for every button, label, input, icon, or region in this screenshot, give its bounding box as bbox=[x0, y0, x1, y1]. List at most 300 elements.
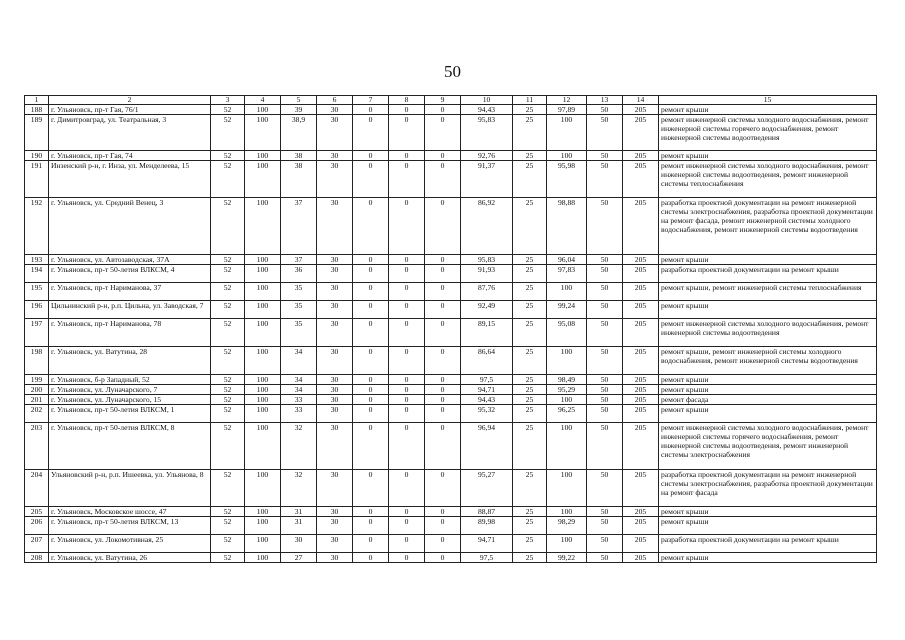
value-cell: 25 bbox=[513, 347, 547, 375]
column-header-14: 14 bbox=[623, 96, 659, 105]
value-cell: 50 bbox=[587, 283, 623, 301]
value-cell: 35 bbox=[281, 301, 317, 319]
value-cell: 50 bbox=[587, 319, 623, 347]
value-cell: 25 bbox=[513, 470, 547, 507]
value-cell: 30 bbox=[317, 395, 353, 405]
address-cell: г. Ульяновск, пр-т 50-летия ВЛКСМ, 8 bbox=[49, 423, 211, 470]
value-cell: 0 bbox=[389, 283, 425, 301]
value-cell: 52 bbox=[211, 115, 245, 151]
work-description-cell: ремонт инженерной системы холодного водоснабжения, ремонт инженерной системы водоотведения bbox=[659, 319, 877, 347]
table-row bbox=[25, 375, 877, 385]
work-description-cell: разработка проектной документации на ремонт инженерной системы электроснабжения, разработка проектной документации на ремонт фасада, ремонт инженерной системы холодного водоснабжения, ремонт инженерной системы водоотведения bbox=[659, 198, 877, 255]
row-number-cell: 200 bbox=[25, 385, 49, 395]
value-cell: 25 bbox=[513, 105, 547, 115]
value-cell: 25 bbox=[513, 255, 547, 265]
value-cell: 0 bbox=[425, 405, 461, 423]
value-cell: 100 bbox=[547, 535, 587, 553]
row-number-cell: 201 bbox=[25, 395, 49, 405]
value-cell: 30 bbox=[317, 105, 353, 115]
value-cell: 100 bbox=[245, 265, 281, 283]
table-row bbox=[25, 395, 877, 405]
value-cell: 35 bbox=[281, 319, 317, 347]
value-cell: 0 bbox=[353, 535, 389, 553]
value-cell: 205 bbox=[623, 423, 659, 470]
table-row bbox=[25, 517, 877, 535]
value-cell: 0 bbox=[353, 319, 389, 347]
row-number-cell: 202 bbox=[25, 405, 49, 423]
value-cell: 0 bbox=[353, 265, 389, 283]
value-cell: 0 bbox=[425, 395, 461, 405]
table-row bbox=[25, 115, 877, 151]
value-cell: 100 bbox=[547, 347, 587, 375]
value-cell: 205 bbox=[623, 553, 659, 563]
value-cell: 89,98 bbox=[461, 517, 513, 535]
value-cell: 25 bbox=[513, 319, 547, 347]
value-cell: 205 bbox=[623, 283, 659, 301]
value-cell: 0 bbox=[425, 105, 461, 115]
value-cell: 100 bbox=[245, 301, 281, 319]
address-cell: г. Ульяновск, б-р Западный, 52 bbox=[49, 375, 211, 385]
row-number-cell: 190 bbox=[25, 151, 49, 161]
value-cell: 30 bbox=[317, 375, 353, 385]
value-cell: 100 bbox=[245, 507, 281, 517]
value-cell: 0 bbox=[353, 283, 389, 301]
address-cell: г. Ульяновск, ул. Автозаводская, 37А bbox=[49, 255, 211, 265]
value-cell: 0 bbox=[389, 470, 425, 507]
value-cell: 89,15 bbox=[461, 319, 513, 347]
value-cell: 25 bbox=[513, 375, 547, 385]
value-cell: 30 bbox=[317, 161, 353, 198]
value-cell: 100 bbox=[547, 423, 587, 470]
value-cell: 50 bbox=[587, 255, 623, 265]
value-cell: 27 bbox=[281, 553, 317, 563]
value-cell: 87,76 bbox=[461, 283, 513, 301]
value-cell: 99,22 bbox=[547, 553, 587, 563]
value-cell: 30 bbox=[281, 535, 317, 553]
address-cell: г. Ульяновск, Московское шоссе, 47 bbox=[49, 507, 211, 517]
work-description-cell: ремонт крыши bbox=[659, 553, 877, 563]
column-header-11: 11 bbox=[513, 96, 547, 105]
value-cell: 25 bbox=[513, 385, 547, 395]
value-cell: 0 bbox=[353, 395, 389, 405]
work-description-cell: ремонт крыши, ремонт инженерной системы теплоснабжения bbox=[659, 283, 877, 301]
value-cell: 205 bbox=[623, 115, 659, 151]
value-cell: 100 bbox=[245, 198, 281, 255]
value-cell: 95,29 bbox=[547, 385, 587, 395]
value-cell: 100 bbox=[245, 535, 281, 553]
value-cell: 25 bbox=[513, 283, 547, 301]
column-header-1: 1 bbox=[25, 96, 49, 105]
address-cell: г. Ульяновск, пр-т Гая, 76/1 bbox=[49, 105, 211, 115]
column-header-7: 7 bbox=[353, 96, 389, 105]
row-number-cell: 195 bbox=[25, 283, 49, 301]
value-cell: 0 bbox=[425, 423, 461, 470]
value-cell: 205 bbox=[623, 151, 659, 161]
header-row bbox=[25, 96, 877, 105]
value-cell: 0 bbox=[425, 535, 461, 553]
value-cell: 0 bbox=[389, 375, 425, 385]
value-cell: 0 bbox=[353, 255, 389, 265]
value-cell: 0 bbox=[353, 347, 389, 375]
value-cell: 30 bbox=[317, 347, 353, 375]
value-cell: 0 bbox=[425, 301, 461, 319]
value-cell: 52 bbox=[211, 198, 245, 255]
value-cell: 0 bbox=[389, 301, 425, 319]
value-cell: 0 bbox=[389, 105, 425, 115]
value-cell: 0 bbox=[389, 405, 425, 423]
value-cell: 0 bbox=[353, 375, 389, 385]
value-cell: 34 bbox=[281, 375, 317, 385]
table-row bbox=[25, 405, 877, 423]
value-cell: 205 bbox=[623, 385, 659, 395]
value-cell: 0 bbox=[425, 470, 461, 507]
value-cell: 205 bbox=[623, 265, 659, 283]
value-cell: 30 bbox=[317, 517, 353, 535]
value-cell: 205 bbox=[623, 301, 659, 319]
value-cell: 97,83 bbox=[547, 265, 587, 283]
address-cell: г. Ульяновск, ул. Ватутина, 28 bbox=[49, 347, 211, 375]
table-row bbox=[25, 553, 877, 563]
value-cell: 88,87 bbox=[461, 507, 513, 517]
table-row bbox=[25, 283, 877, 301]
address-cell: Цильнинский р-н, р.п. Цильна, ул. Заводская, 7 bbox=[49, 301, 211, 319]
value-cell: 98,88 bbox=[547, 198, 587, 255]
value-cell: 0 bbox=[389, 161, 425, 198]
value-cell: 94,71 bbox=[461, 535, 513, 553]
address-cell: г. Димитровград, ул. Театральная, 3 bbox=[49, 115, 211, 151]
address-cell: г. Ульяновск, пр-т 50-летия ВЛКСМ, 4 bbox=[49, 265, 211, 283]
column-header-4: 4 bbox=[245, 96, 281, 105]
address-cell: г. Ульяновск, ул. Средний Венец, 3 bbox=[49, 198, 211, 255]
value-cell: 25 bbox=[513, 265, 547, 283]
address-cell: г. Ульяновск, пр-т Гая, 74 bbox=[49, 151, 211, 161]
work-description-cell: ремонт инженерной системы холодного водоснабжения, ремонт инженерной системы горячего водоснабжения, ремонт инженерной системы водоотведения bbox=[659, 115, 877, 151]
row-number-cell: 204 bbox=[25, 470, 49, 507]
value-cell: 0 bbox=[425, 151, 461, 161]
value-cell: 52 bbox=[211, 151, 245, 161]
value-cell: 38 bbox=[281, 161, 317, 198]
value-cell: 25 bbox=[513, 301, 547, 319]
table-row bbox=[25, 198, 877, 255]
value-cell: 100 bbox=[245, 347, 281, 375]
value-cell: 100 bbox=[547, 115, 587, 151]
value-cell: 25 bbox=[513, 405, 547, 423]
value-cell: 30 bbox=[317, 265, 353, 283]
value-cell: 95,32 bbox=[461, 405, 513, 423]
value-cell: 100 bbox=[245, 151, 281, 161]
column-header-3: 3 bbox=[211, 96, 245, 105]
value-cell: 95,27 bbox=[461, 470, 513, 507]
value-cell: 52 bbox=[211, 423, 245, 470]
value-cell: 0 bbox=[389, 517, 425, 535]
table-row bbox=[25, 319, 877, 347]
value-cell: 52 bbox=[211, 405, 245, 423]
value-cell: 0 bbox=[353, 405, 389, 423]
row-number-cell: 207 bbox=[25, 535, 49, 553]
value-cell: 96,94 bbox=[461, 423, 513, 470]
value-cell: 0 bbox=[389, 347, 425, 375]
work-description-cell: разработка проектной документации на ремонт крыши bbox=[659, 265, 877, 283]
value-cell: 30 bbox=[317, 115, 353, 151]
value-cell: 100 bbox=[245, 470, 281, 507]
value-cell: 50 bbox=[587, 405, 623, 423]
value-cell: 52 bbox=[211, 255, 245, 265]
value-cell: 100 bbox=[547, 283, 587, 301]
value-cell: 94,43 bbox=[461, 105, 513, 115]
row-number-cell: 191 bbox=[25, 161, 49, 198]
value-cell: 35 bbox=[281, 283, 317, 301]
table-row bbox=[25, 151, 877, 161]
table-row bbox=[25, 535, 877, 553]
value-cell: 50 bbox=[587, 507, 623, 517]
address-cell: г. Ульяновск, пр-т 50-летия ВЛКСМ, 13 bbox=[49, 517, 211, 535]
address-cell: г. Ульяновск, ул. Локомотивная, 25 bbox=[49, 535, 211, 553]
address-cell: г. Ульяновск, пр-т Нариманова, 37 bbox=[49, 283, 211, 301]
value-cell: 100 bbox=[245, 161, 281, 198]
value-cell: 30 bbox=[317, 507, 353, 517]
value-cell: 0 bbox=[425, 283, 461, 301]
table-row bbox=[25, 301, 877, 319]
value-cell: 0 bbox=[389, 115, 425, 151]
value-cell: 0 bbox=[389, 319, 425, 347]
address-cell: г. Ульяновск, пр-т 50-летия ВЛКСМ, 1 bbox=[49, 405, 211, 423]
value-cell: 30 bbox=[317, 423, 353, 470]
value-cell: 50 bbox=[587, 553, 623, 563]
value-cell: 100 bbox=[245, 255, 281, 265]
work-description-cell: разработка проектной документации на ремонт крыши bbox=[659, 535, 877, 553]
value-cell: 38 bbox=[281, 151, 317, 161]
column-header-5: 5 bbox=[281, 96, 317, 105]
table-row bbox=[25, 265, 877, 283]
value-cell: 37 bbox=[281, 255, 317, 265]
value-cell: 100 bbox=[547, 507, 587, 517]
value-cell: 52 bbox=[211, 161, 245, 198]
value-cell: 50 bbox=[587, 265, 623, 283]
value-cell: 50 bbox=[587, 395, 623, 405]
value-cell: 50 bbox=[587, 105, 623, 115]
value-cell: 205 bbox=[623, 405, 659, 423]
column-header-9: 9 bbox=[425, 96, 461, 105]
value-cell: 50 bbox=[587, 347, 623, 375]
row-number-cell: 199 bbox=[25, 375, 49, 385]
value-cell: 25 bbox=[513, 507, 547, 517]
column-header-12: 12 bbox=[547, 96, 587, 105]
column-header-13: 13 bbox=[587, 96, 623, 105]
value-cell: 205 bbox=[623, 161, 659, 198]
value-cell: 50 bbox=[587, 470, 623, 507]
value-cell: 25 bbox=[513, 423, 547, 470]
value-cell: 100 bbox=[245, 395, 281, 405]
address-cell: Инзенский р-н, г. Инза, ул. Менделеева, 15 bbox=[49, 161, 211, 198]
row-number-cell: 193 bbox=[25, 255, 49, 265]
value-cell: 25 bbox=[513, 517, 547, 535]
value-cell: 96,25 bbox=[547, 405, 587, 423]
value-cell: 0 bbox=[389, 198, 425, 255]
value-cell: 34 bbox=[281, 347, 317, 375]
value-cell: 52 bbox=[211, 517, 245, 535]
column-header-10: 10 bbox=[461, 96, 513, 105]
address-cell: г. Ульяновск, ул. Луначарского, 7 bbox=[49, 385, 211, 395]
value-cell: 34 bbox=[281, 385, 317, 395]
work-description-cell: ремонт крыши bbox=[659, 151, 877, 161]
value-cell: 30 bbox=[317, 151, 353, 161]
value-cell: 52 bbox=[211, 105, 245, 115]
value-cell: 0 bbox=[425, 161, 461, 198]
value-cell: 100 bbox=[245, 283, 281, 301]
value-cell: 100 bbox=[245, 553, 281, 563]
value-cell: 50 bbox=[587, 517, 623, 535]
value-cell: 0 bbox=[389, 423, 425, 470]
value-cell: 205 bbox=[623, 105, 659, 115]
value-cell: 52 bbox=[211, 319, 245, 347]
value-cell: 95,98 bbox=[547, 161, 587, 198]
value-cell: 0 bbox=[425, 385, 461, 395]
work-description-cell: ремонт крыши bbox=[659, 105, 877, 115]
value-cell: 0 bbox=[353, 423, 389, 470]
value-cell: 97,5 bbox=[461, 553, 513, 563]
value-cell: 0 bbox=[389, 255, 425, 265]
value-cell: 50 bbox=[587, 198, 623, 255]
work-description-cell: ремонт фасада bbox=[659, 395, 877, 405]
row-number-cell: 196 bbox=[25, 301, 49, 319]
address-cell: г. Ульяновск, пр-т Нариманова, 78 bbox=[49, 319, 211, 347]
value-cell: 0 bbox=[353, 161, 389, 198]
value-cell: 33 bbox=[281, 405, 317, 423]
value-cell: 52 bbox=[211, 553, 245, 563]
value-cell: 100 bbox=[245, 517, 281, 535]
value-cell: 91,37 bbox=[461, 161, 513, 198]
value-cell: 50 bbox=[587, 375, 623, 385]
value-cell: 30 bbox=[317, 283, 353, 301]
value-cell: 30 bbox=[317, 198, 353, 255]
value-cell: 98,29 bbox=[547, 517, 587, 535]
row-number-cell: 208 bbox=[25, 553, 49, 563]
value-cell: 30 bbox=[317, 553, 353, 563]
value-cell: 0 bbox=[353, 105, 389, 115]
value-cell: 205 bbox=[623, 375, 659, 385]
value-cell: 30 bbox=[317, 301, 353, 319]
work-description-cell: ремонт крыши bbox=[659, 301, 877, 319]
value-cell: 50 bbox=[587, 301, 623, 319]
value-cell: 0 bbox=[353, 470, 389, 507]
value-cell: 52 bbox=[211, 470, 245, 507]
address-cell: г. Ульяновск, ул. Ватутина, 26 bbox=[49, 553, 211, 563]
value-cell: 95,83 bbox=[461, 115, 513, 151]
row-number-cell: 189 bbox=[25, 115, 49, 151]
value-cell: 0 bbox=[353, 507, 389, 517]
value-cell: 25 bbox=[513, 535, 547, 553]
value-cell: 0 bbox=[389, 151, 425, 161]
value-cell: 97,5 bbox=[461, 375, 513, 385]
value-cell: 0 bbox=[425, 507, 461, 517]
value-cell: 50 bbox=[587, 423, 623, 470]
value-cell: 95,83 bbox=[461, 255, 513, 265]
value-cell: 0 bbox=[353, 115, 389, 151]
row-number-cell: 198 bbox=[25, 347, 49, 375]
work-description-cell: ремонт крыши bbox=[659, 385, 877, 395]
value-cell: 31 bbox=[281, 507, 317, 517]
value-cell: 25 bbox=[513, 553, 547, 563]
value-cell: 205 bbox=[623, 319, 659, 347]
value-cell: 0 bbox=[425, 255, 461, 265]
table-row bbox=[25, 105, 877, 115]
value-cell: 94,71 bbox=[461, 385, 513, 395]
value-cell: 0 bbox=[425, 115, 461, 151]
value-cell: 98,49 bbox=[547, 375, 587, 385]
column-header-15: 15 bbox=[659, 96, 877, 105]
row-number-cell: 206 bbox=[25, 517, 49, 535]
value-cell: 100 bbox=[547, 395, 587, 405]
value-cell: 0 bbox=[353, 301, 389, 319]
work-description-cell: разработка проектной документации на ремонт инженерной системы электроснабжения, разработка проектной документации на ремонт фасада bbox=[659, 470, 877, 507]
value-cell: 0 bbox=[389, 535, 425, 553]
work-description-cell: ремонт крыши, ремонт инженерной системы холодного водоснабжения, ремонт инженерной системы водоотведения bbox=[659, 347, 877, 375]
value-cell: 25 bbox=[513, 161, 547, 198]
value-cell: 0 bbox=[353, 385, 389, 395]
row-number-cell: 203 bbox=[25, 423, 49, 470]
value-cell: 86,92 bbox=[461, 198, 513, 255]
value-cell: 0 bbox=[425, 198, 461, 255]
value-cell: 39 bbox=[281, 105, 317, 115]
value-cell: 50 bbox=[587, 535, 623, 553]
value-cell: 30 bbox=[317, 405, 353, 423]
row-number-cell: 205 bbox=[25, 507, 49, 517]
value-cell: 25 bbox=[513, 198, 547, 255]
value-cell: 92,76 bbox=[461, 151, 513, 161]
value-cell: 36 bbox=[281, 265, 317, 283]
value-cell: 0 bbox=[353, 151, 389, 161]
value-cell: 0 bbox=[353, 517, 389, 535]
work-description-cell: ремонт крыши bbox=[659, 517, 877, 535]
value-cell: 52 bbox=[211, 301, 245, 319]
value-cell: 0 bbox=[353, 198, 389, 255]
table-row bbox=[25, 255, 877, 265]
value-cell: 0 bbox=[425, 265, 461, 283]
value-cell: 30 bbox=[317, 470, 353, 507]
address-cell: Ульяновский р-н, р.п. Ишеевка, ул. Ульянова, 8 bbox=[49, 470, 211, 507]
value-cell: 0 bbox=[353, 553, 389, 563]
value-cell: 25 bbox=[513, 115, 547, 151]
work-description-cell: ремонт инженерной системы холодного водоснабжения, ремонт инженерной системы водоотведения, ремонт инженерной системы теплоснабжения bbox=[659, 161, 877, 198]
value-cell: 52 bbox=[211, 395, 245, 405]
value-cell: 0 bbox=[389, 553, 425, 563]
value-cell: 50 bbox=[587, 161, 623, 198]
page-number: 50 bbox=[444, 62, 461, 81]
row-number-cell: 188 bbox=[25, 105, 49, 115]
value-cell: 92,49 bbox=[461, 301, 513, 319]
value-cell: 0 bbox=[425, 553, 461, 563]
value-cell: 30 bbox=[317, 255, 353, 265]
value-cell: 52 bbox=[211, 265, 245, 283]
value-cell: 100 bbox=[245, 405, 281, 423]
value-cell: 52 bbox=[211, 385, 245, 395]
value-cell: 0 bbox=[425, 517, 461, 535]
column-header-8: 8 bbox=[389, 96, 425, 105]
value-cell: 95,08 bbox=[547, 319, 587, 347]
work-description-cell: ремонт крыши bbox=[659, 375, 877, 385]
value-cell: 100 bbox=[547, 151, 587, 161]
work-description-cell: ремонт инженерной системы холодного водоснабжения, ремонт инженерной системы горячего водоснабжения, ремонт инженерной системы водоотведения, ремонт инженерной системы электроснабжения bbox=[659, 423, 877, 470]
value-cell: 32 bbox=[281, 423, 317, 470]
value-cell: 0 bbox=[389, 395, 425, 405]
value-cell: 100 bbox=[547, 470, 587, 507]
table-row bbox=[25, 507, 877, 517]
value-cell: 0 bbox=[389, 507, 425, 517]
work-description-cell: ремонт крыши bbox=[659, 255, 877, 265]
work-description-cell: ремонт крыши bbox=[659, 405, 877, 423]
register-table bbox=[24, 95, 877, 563]
address-cell: г. Ульяновск, ул. Луначарского, 15 bbox=[49, 395, 211, 405]
